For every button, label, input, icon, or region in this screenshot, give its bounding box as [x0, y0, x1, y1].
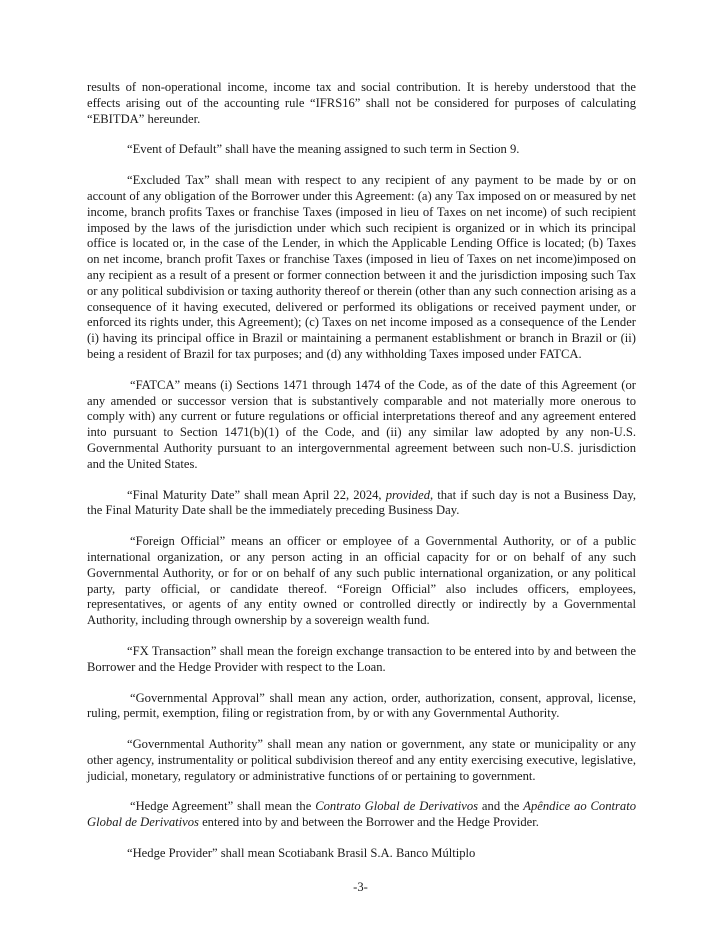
definition-foreign-official: “Foreign Official” means an officer or employee of a Governmental Authority, or of a public international organization, or any person acting in an official capacity for or on behalf of any such Governmental Authority, or for or on behalf of any such public international organization, or any political party, party official, or candidate thereof. “Foreign Official” also includes officers, employees, representatives, or agents of any entity owned or controlled directly or indirectly by a Governmental Authority, including through ownership by a sovereign wealth fund. [87, 534, 636, 628]
definition-hedge-agreement [87, 799, 636, 831]
final-maturity-text-end: , that if such day is not a Business Day, the Final Maturity Date shall be the immediately preceding Business Day. [87, 487, 637, 518]
page-number: -3- [353, 880, 368, 894]
document-page [87, 80, 636, 877]
hedge-agreement-text-end: entered into by and between the Borrower and the Hedge Provider. [198, 815, 539, 830]
definition-governmental-approval: “Governmental Approval” shall mean any action, order, authorization, consent, approval, license, ruling, permit, exemption, filing or registration from, by or with any Governmental Authority. [87, 690, 636, 721]
final-maturity-italic: provided [385, 487, 430, 502]
hedge-agreement-italic-2: Apêndice ao Contrato Global de Derivativos [87, 799, 637, 830]
definition-excluded-tax: “Excluded Tax” shall mean with respect to any recipient of any payment to be made by or on account of any obligation of the Borrower under this Agreement: (a) any Tax imposed on or measured by net income, branch profits Taxes or franchise Taxes (imposed in lieu of Taxes on net income) of such recipient imposed by the laws of the jurisdiction under which such recipient is organized or in which its principal office is located or, in the case of the Lender, in which the Applicable Lending Office is located; (b) Taxes on net income, branch profit Taxes or franchise Taxes (imposed in lieu of Taxes on net income)imposed on any recipient as a result of a present or former connection between it and the jurisdiction imposing such Tax or any political subdivision or taxing authority thereof or therein (other than any such connection arising as a consequence of it having executed, delivered or performed its obligations or received payment under, or enforced its rights under, this Agreement); (c) Taxes on net income imposed as a consequence of the Lender (i) having its principal office in Brazil or maintaining a permanent establishment or branch in Brazil or (ii) being a resident of Brazil for tax purposes; and (d) any withholding Taxes imposed under FATCA. [87, 173, 636, 361]
hedge-agreement-text-start: “Hedge Agreement” shall mean the [130, 799, 316, 814]
definition-event-of-default: “Event of Default” shall have the meaning assigned to such term in Section 9. [127, 142, 520, 157]
definition-governmental-authority: “Governmental Authority” shall mean any nation or government, any state or municipality or any other agency, instrumentality or political subdivision thereof and any entity exercising executive, legislative, judicial, monetary, regulatory or administrative functions of or pertaining to government. [87, 737, 636, 783]
definition-fx-transaction: “FX Transaction” shall mean the foreign exchange transaction to be entered into by and between the Borrower and the Hedge Provider with respect to the Loan. [87, 643, 636, 674]
hedge-agreement-text-middle: and the [478, 799, 524, 814]
definition-final-maturity-date [87, 488, 636, 520]
definition-hedge-provider: “Hedge Provider” shall mean Scotiabank Brasil S.A. Banco Múltiplo [127, 846, 476, 861]
paragraph-ebitda-continued: results of non-operational income, income tax and social contribution. It is hereby understood that the effects arising out of the accounting rule “IFRS16” shall not be considered for purposes of calculating “EBITDA” hereunder. [87, 80, 636, 126]
hedge-agreement-italic-1: Contrato Global de Derivativos [315, 799, 479, 814]
definition-fatca: “FATCA” means (i) Sections 1471 through 1474 of the Code, as of the date of this Agreement (or any amended or successor version that is substantively comparable and not materially more onerous to comply with) any current or future regulations or official interpretations thereof and any agreement entered into pursuant to Section 1471(b)(1) of the Code, and (ii) any similar law adopted by any non-U.S. Governmental Authority pursuant to an intergovernmental agreement between such non-U.S. jurisdiction and the United States. [87, 377, 636, 471]
final-maturity-text-start: “Final Maturity Date” shall mean April 22, 2024, [127, 487, 386, 502]
